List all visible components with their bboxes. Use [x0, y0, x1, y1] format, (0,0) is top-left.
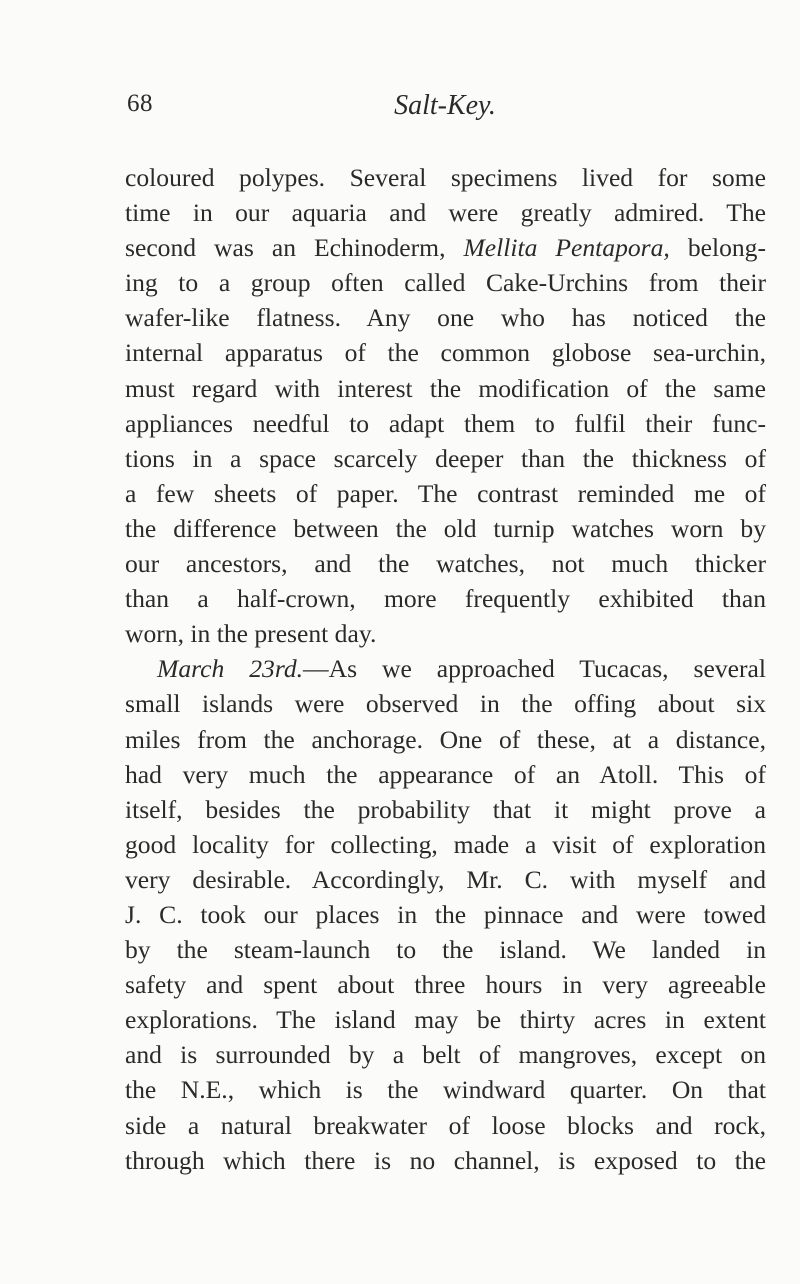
text-line: than a half-crown, more frequently exhibited than: [125, 584, 766, 614]
text-line: itself, besides the probability that it might prove a: [125, 794, 766, 824]
text-line: the difference between the old turnip watches worn by: [125, 513, 766, 543]
text-line: our ancestors, and the watches, not much thicker: [125, 549, 766, 579]
text-line: second was an Echinoderm, Mellita Pentapora, belong-: [125, 233, 766, 263]
text-line: through which there is no channel, is exposed to the: [125, 1145, 766, 1175]
text-line: small islands were observed in the offing about six: [125, 689, 766, 719]
text-line: tions in a space scarcely deeper than the thickness of: [125, 443, 766, 473]
text-line: the N.E., which is the windward quarter. On that: [125, 1075, 766, 1105]
species-name: Mellita Pentapora,: [463, 233, 670, 263]
text-line: and is surrounded by a belt of mangroves, except on: [125, 1040, 766, 1070]
text-line: had very much the appearance of an Atoll. This of: [125, 759, 766, 789]
text-line: miles from the anchorage. One of these, at a distance,: [125, 724, 766, 754]
text-line: appliances needful to adapt them to fulfil their func-: [125, 408, 766, 438]
text-line: very desirable. Accordingly, Mr. C. with myself and: [125, 864, 766, 894]
text-line: J. C. took our places in the pinnace and were towed: [125, 899, 766, 929]
text-line: time in our aquaria and were greatly admired. The: [125, 198, 766, 228]
running-head: [125, 90, 765, 130]
text-line: side a natural breakwater of loose blocks and rock,: [125, 1110, 766, 1140]
text-line: a few sheets of paper. The contrast reminded me of: [125, 478, 766, 508]
running-title: Salt-Key.: [394, 90, 496, 121]
text-line: internal apparatus of the common globose sea-urchin,: [125, 338, 766, 368]
text-line: safety and spent about three hours in very agreeable: [125, 970, 766, 1000]
page-number: 68: [127, 90, 153, 117]
text-line: by the steam-launch to the island. We landed in: [125, 935, 766, 965]
text-line: good locality for collecting, made a visit of exploration: [125, 829, 766, 859]
text-line: must regard with interest the modification of the same: [125, 373, 766, 403]
text-line: worn, in the present day.: [125, 619, 377, 649]
date-heading: March 23rd.: [157, 654, 304, 684]
body-text: [125, 160, 766, 1178]
text-line: ing to a group often called Cake-Urchins from their: [125, 268, 766, 298]
text-line: March 23rd.—As we approached Tucacas, several: [157, 654, 766, 684]
text-line: coloured polypes. Several specimens lived for some: [125, 163, 766, 192]
text-line: wafer-like flatness. Any one who has noticed the: [125, 303, 766, 333]
text-line: explorations. The island may be thirty acres in extent: [125, 1005, 766, 1035]
